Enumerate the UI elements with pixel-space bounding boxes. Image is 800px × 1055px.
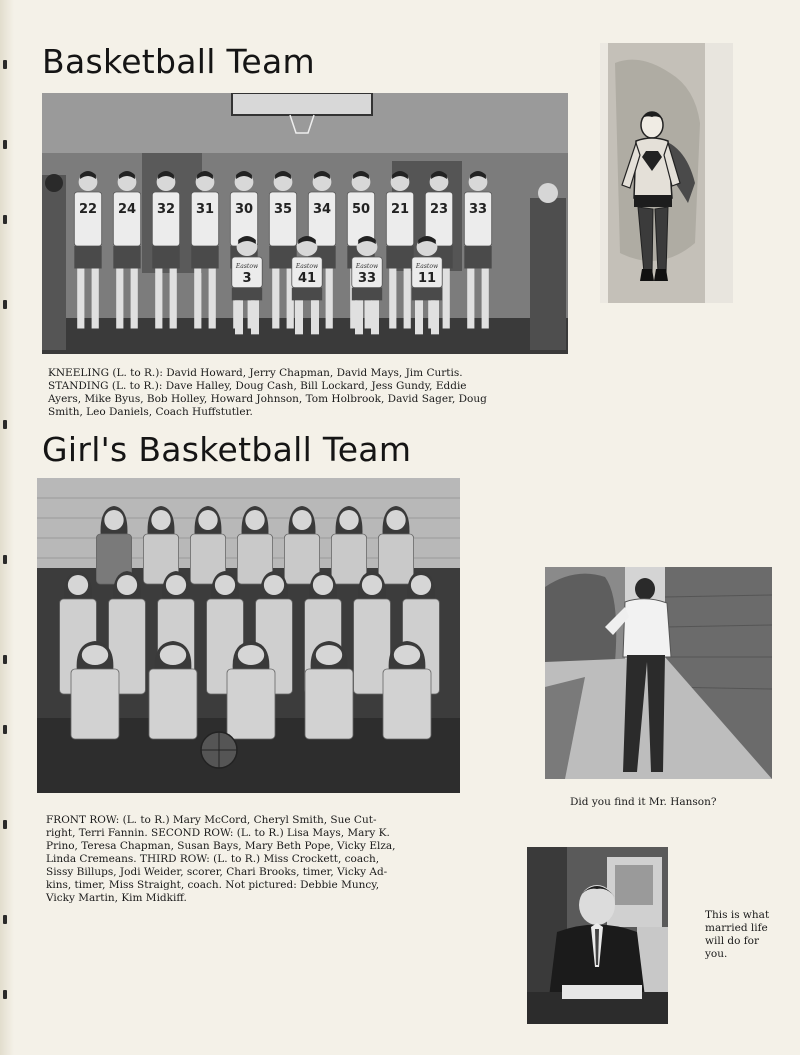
jersey-number: 33 — [468, 202, 488, 217]
caption-line: This is what — [705, 909, 770, 921]
jersey-number: 35 — [273, 202, 293, 217]
basketball-team-photo — [42, 93, 568, 354]
jersey-number: 30 — [234, 202, 254, 217]
caption-line: married life — [705, 922, 768, 934]
jersey-number: 24 — [117, 202, 137, 217]
caption-line: Sissy Billups, Jodi Weider, scorer, Chari Brooks, timer, Vicky Ad- — [46, 866, 388, 878]
caption-line: Vicky Martin, Kim Midkiff. — [46, 892, 187, 904]
jersey-script-text: Eastow — [235, 263, 259, 270]
jersey-script-text: Eastow — [295, 263, 319, 270]
caption-line: right, Terri Fannin. SECOND ROW: (L. to R.) Lisa Mays, Mary K. — [46, 827, 390, 839]
basketball-team-caption — [48, 367, 558, 419]
caption-line: will do for — [705, 935, 760, 947]
hallway-photo-caption: Did you find it Mr. Hanson? — [570, 796, 717, 808]
jersey-number: 41 — [297, 271, 317, 286]
caption-line: FRONT ROW: (L. to R.) Mary McCord, Cheryl Smith, Sue Cut- — [46, 814, 377, 826]
jersey-number: 11 — [417, 271, 437, 286]
binding-mark — [3, 555, 7, 564]
desk-photo — [527, 847, 668, 1024]
binding-mark — [3, 915, 7, 924]
caption-line: you. — [705, 948, 728, 960]
girls-basketball-team-caption — [46, 814, 456, 905]
caption-line: STANDING (L. to R.): Dave Halley, Doug Cash, Bill Lockard, Jess Gundy, Eddie — [48, 380, 467, 392]
binding-mark — [3, 215, 7, 224]
jersey-script-text: Eastow — [355, 263, 379, 270]
jersey-number: 23 — [429, 202, 449, 217]
player-figure — [305, 641, 353, 739]
jersey-number: 34 — [312, 202, 332, 217]
player-figure — [149, 641, 197, 739]
jersey-number: 50 — [351, 202, 371, 217]
caption-line: kins, timer, Miss Straight, coach. Not pictured: Debbie Muncy, — [46, 879, 380, 891]
binding-mark — [3, 655, 7, 664]
jersey-number: 32 — [156, 202, 176, 217]
player-figure — [71, 641, 119, 739]
binding-mark — [3, 725, 7, 734]
basketball-team-photo-art — [42, 93, 568, 354]
binding-mark — [3, 60, 7, 69]
caption-line: Linda Cremeans. THIRD ROW: (L. to R.) Miss Crockett, coach, — [46, 853, 380, 865]
caption-line: Ayers, Mike Byus, Bob Holley, Howard Johnson, Tom Holbrook, David Sager, Doug — [48, 393, 487, 405]
binding-mark — [3, 420, 7, 429]
basketball-team-heading: Basketball Team — [42, 42, 315, 81]
girls-basketball-team-heading: Girl's Basketball Team — [42, 430, 412, 469]
desk-photo-art — [527, 847, 668, 1024]
superman-mural-art — [600, 43, 733, 303]
jersey-number: 33 — [357, 271, 377, 286]
jersey-number: 31 — [195, 202, 215, 217]
hallway-photo-art — [545, 567, 772, 779]
jersey-number: 3 — [242, 271, 252, 286]
player-figure — [227, 641, 275, 739]
page-binding-edge — [0, 0, 14, 1055]
jersey-script-text: Eastow — [415, 263, 439, 270]
binding-mark — [3, 300, 7, 309]
binding-mark — [3, 990, 7, 999]
player-figure — [383, 641, 431, 739]
girls-basketball-team-photo-art — [37, 478, 460, 793]
binding-mark — [3, 140, 7, 149]
caption-line: Smith, Leo Daniels, Coach Huffstutler. — [48, 406, 253, 418]
desk-photo-caption — [705, 909, 769, 961]
girls-basketball-team-photo — [37, 478, 460, 793]
caption-line: Prino, Teresa Chapman, Susan Bays, Mary Beth Pope, Vicky Elza, — [46, 840, 396, 852]
hallway-photo — [545, 567, 772, 779]
binding-mark — [3, 820, 7, 829]
jersey-number: 21 — [390, 202, 410, 217]
superman-mural-photo — [600, 43, 733, 303]
jersey-number: 22 — [78, 202, 98, 217]
caption-line: KNEELING (L. to R.): David Howard, Jerry Chapman, David Mays, Jim Curtis. — [48, 367, 463, 379]
